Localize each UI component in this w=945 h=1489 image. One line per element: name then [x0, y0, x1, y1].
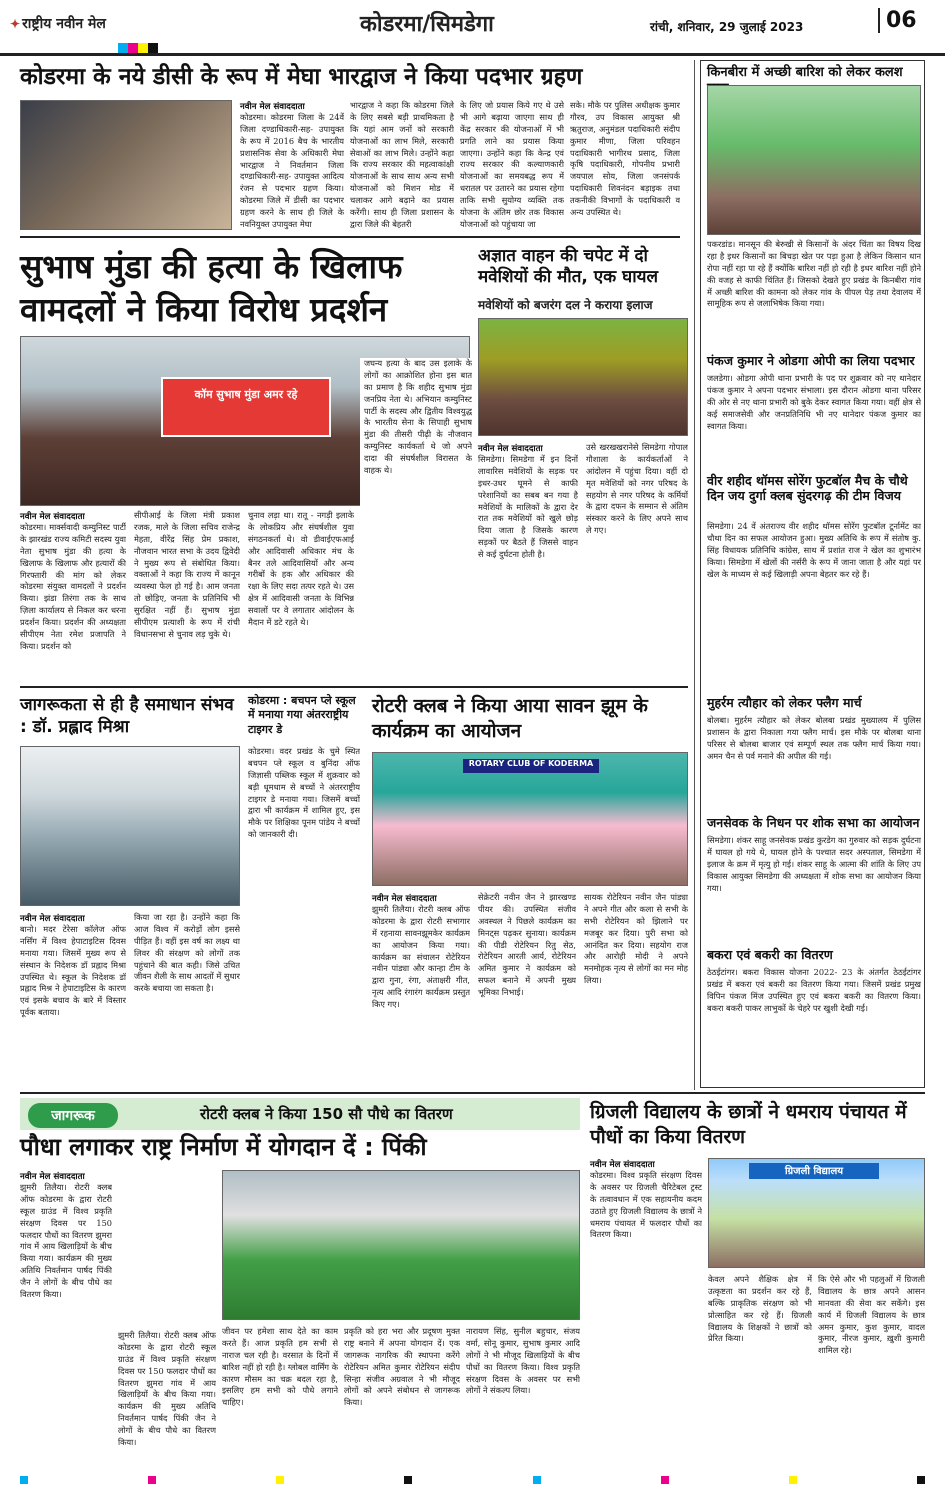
sidebar3-text: सिमडेगा। 24 वें अंतराज्य वीर शहीद थॉमस सोरेंग फुटबॉल टूर्नामेंट का चौथा दिन का सफल आयोजन हुआ। मुख्य अतिथि के रूप में संतोष कु. सिंह विधायक प्रतिनिधि कांग्रेस, साथ में प्रशांत राज ने खेल का शुभारंभ किया। सिमडेगा में खेलों की नर्सरी के रूप में जाना जाता है और यहां पर खेल के माध्यम से कई खिलाड़ी अपना बेहतर कर रहे हैं।	[707, 521, 921, 579]
yellow-mark	[789, 1476, 797, 1484]
story4-byline: नवीन मेल संवाददाता	[20, 914, 85, 924]
masthead	[0, 0, 945, 56]
cmyk-marks	[118, 38, 158, 57]
story2-col1: कोडरमा। मार्क्सवादी कम्युनिस्ट पार्टी के झारखंड राज्य कमिटी सदस्य युवा नेता सुभाष मुंडा की हत्या के खिलाफ के खिलाफ और हत्यारों की गिरफ्तारी की मांग को लेकर कोडरमा संयुक्त वामदलों ने प्रदर्शन किया। झंडा तिरंगा तक के साथ ज़िला कार्यालय से निकल कर धरना प्रदर्शन किया। प्रदर्शन की अध्यक्षता सीपीएम नेता रमेश प्रजापति ने किया। प्रदर्शन को	[20, 522, 126, 651]
sidebar4-title: मुहर्रम त्यौहार को लेकर फ्लैग मार्च	[707, 695, 862, 710]
divider	[20, 236, 680, 238]
story2-headline: सुभाष मुंडा की हत्या के खिलाफ वामदलों ने किया विरोध प्रदर्शन	[20, 247, 403, 329]
story6-col3: सायक रोटेरियन नवीन जैन पांड्या ने अपने गीत और कला से सभी के सभी रोटेरियन को झिलाने पर मजबूर कर दिया। पुरी सभा को आनंदित कर दिया। सहयोग राज और आरोही मोदी ने अपने मनमोहक नृत्य से लोगों का मन मोह लिया।	[584, 892, 688, 986]
story2-col3: चुनाव लड़ा था। रातू - नगड़ी इलाके के लोकप्रिय और संघर्षशील युवा संगठनकर्ता थे। वो डीवाईएफआई और आदिवासी अधिकार मंच के बैनर तले आदिवासियों और अन्य गरीबों के हक और अधिकार की रक्षा के लिए सदा तत्पर रहते थे। उस क्षेत्र में आदिवासी जनता के विभिन्न सवालों पर वे लगातार आंदोलन के मैदान में डटे रहते थे।	[248, 510, 354, 628]
black-mark	[404, 1476, 412, 1484]
story8-col1: कोडरमा। विश्व प्रकृति संरक्षण दिवस के अवसर पर ग्रिजली चैरिटेबल ट्रस्ट के तत्वावधान में एक सहायनीय कदम उठाते हुए ग्रिजली विद्यालय के छात्रों ने धमराय पंचायत में फलदार पौधों का वितरण किया।	[590, 1170, 702, 1240]
story1-photo	[20, 100, 232, 230]
school-banner	[749, 1163, 879, 1179]
sidebar6-title: बकरा एवं बकरी का वितरण	[707, 947, 833, 962]
story1-col4: सके। मौके पर पुलिस अधीक्षक कुमार गौरव, उप विकास आयुक्त श्री ऋतुराज, अनुमंडल पदाधिकारी संदीप कुमार मीणा, जिला परिवहन पदाधिकारी भागीरथ प्रसाद, जिला कृषि पदाधिकारी, गोपनीय प्रभारी जयपाल सोय, जिला जनसंपर्क पदाधिकारी शिवनंदन बड़ाइक तथा तकनीकी विभागों के पदाधिकारी व अन्य उपस्थित थे।	[570, 100, 680, 218]
story2-byline: नवीन मेल संवाददाता	[20, 512, 85, 522]
story1-body	[240, 100, 680, 230]
magenta-mark	[128, 43, 138, 53]
story3-col1: सिमडेगा। सिमडेगा में इन दिनों लावारिस मवेशियों के सड़क पर इधर-उधर घूमने से काफी परेशानियों का सबब बन गया है मवेशियों के मालिकों के द्वारा देर रात तक मवेशियों को खुले छोड़ दिया जाता है जिसके कारण सड़कों पर बैठते हैं जिससे वाहन से कई दुर्घटना होती है।	[478, 454, 578, 560]
story8-col2: केवल अपने शैक्षिक क्षेत्र में उत्कृष्टता का प्रदर्शन कर रहे हैं, बल्कि प्राकृतिक संरक्षण को भी प्रोत्साहित कर रहे हैं। ग्रिजली विद्यालय के शिक्षकों ने छात्रों को प्रेरित किया।	[708, 1274, 812, 1344]
story6-byline: नवीन मेल संवाददाता	[372, 894, 437, 904]
sidebar2-title: पंकज कुमार ने ओडगा ओपी का लिया पदभार	[707, 353, 915, 368]
bird-icon: ✦	[10, 17, 21, 31]
rotary-banner	[463, 759, 599, 773]
story1-col2: भारद्वाज ने कहा कि कोडरमा जिले के लिए सबसे बड़ी प्राथमिकता है कि यहां आम जनों को सरकारी योजनाओं का लाभ मिले, सरकारी सेवाओं का लाभ मिले। उन्होंने कहा कि राज्य सरकार की महत्वाकांक्षी योजनाओं के साथ साथ अन्य सभी योजनाओं को मिशन मोड में चलाकर आगे बढ़ाने का प्रयास करेंगी। साथ ही जिला प्रशासन के द्वारा जिले की बेहतरी	[350, 100, 454, 229]
story1-col1: कोडरमा। कोडरमा जिला के 24वें जिला दण्डाधिकारी-सह- उपायुक्त के रूप में 2016 बैच के भारतीय प्रशासनिक सेवा के अधिकारी मेघा भारद्वाज ने निवर्तमान जिला दण्डाधिकारी-सह- उपायुक्त आदित्य रंजन से पदभार ग्रहण किया। कोडरमा जिले में डीसी का पदभार ग्रहण करने के साथ ही जिले के नवनियुक्त उपायुक्त मेघा	[240, 112, 344, 230]
cyan-mark	[20, 1476, 28, 1484]
magenta-mark	[661, 1476, 669, 1484]
story1-byline: नवीन मेल संवाददाता	[240, 102, 305, 112]
right-sidebar	[700, 60, 925, 1088]
story6-body	[372, 892, 688, 1084]
logo-text: राष्ट्रीय नवीन मेल	[22, 16, 106, 32]
story4-col2: किया जा रहा है। उन्होंने कहा कि आज विश्व में करोड़ों लोग इससे पीड़ित हैं। वहीं इस वर्ष का लक्ष्य था लिवर की संरक्षण को लोगों तक पहुंचाने की बात कही। जिसे उचित जीवन शैली के साथ आदतों में सुधार करके बचाया जा सकता है।	[134, 912, 240, 994]
story3-photo	[478, 318, 688, 436]
story7-byline: नवीन मेल संवाददाता	[20, 1172, 85, 1182]
sidebar1-title: किनबीरा में अच्छी बारिश को लेकर कलश	[707, 65, 903, 80]
story8-body	[590, 1158, 702, 1470]
black-mark	[917, 1476, 925, 1484]
story7-photo	[222, 1170, 580, 1320]
story2-col4: जघन्य हत्या के बाद उस इलाके के लोगों का आक्रोशित होना इस बात का प्रमाण है कि शहीद सुभाष मुंडा जनप्रिय नेता थे। अभियान कम्युनिस्ट पार्टी के सदस्य और द्वितीय विश्वयुद्ध के भारतीय सेना के सिपाही सुभाष मुंडा की तीसरी पीढ़ी के नौजवान कम्युनिस्ट कार्यकर्ता थे जो अपने दादा की संघर्षशील विरासत के वाहक थे।	[360, 358, 472, 680]
story3-byline: नवीन मेल संवाददाता	[478, 444, 543, 454]
story6-col1: झुमरी तिलैया। रोटरी क्लब ऑफ कोडरमा के द्वारा रोटरी सभागार में रहनाया सावनझूमकेर कार्यक्रम का आयोजन किया गया। कार्यक्रम का संचालन रोटेरियन नवीन पांड्या और कान्हा टीम के द्वारा गुना, रंगा, अंताक्षरी गीत, नृत्य आदि रंगारंग कार्यक्रम प्रस्तुत किए गए।	[372, 904, 470, 1010]
story3-headline: अज्ञात वाहन की चपेट में दो मवेशियों की मौत, एक घायल	[478, 246, 658, 288]
column-divider	[694, 60, 695, 1090]
sidebar4-text: बोलबा। मुहर्रम त्यौहार को लेकर बोलबा प्रखंड मुख्यालय में पुलिस प्रशासन के द्वारा निकाला गया फ्लैग मार्च। इस मौके पर बोलबा थाना परिसर से बोलबा बाजार एवं सम्पूर्ण स्थल तक फ्लैग मार्च किया गया। अमन चैन से पर्व मनाने की अपील की गई।	[707, 715, 921, 761]
story7-kicker-bar	[20, 1098, 580, 1130]
school-banner-text: ग्रिजली विद्यालय	[784, 1166, 844, 1177]
sidebar1-text: पकरडांड। मानसून की बेरुखी से किसानों के अंदर चिंता का विषय दिख रहा है इधर किसानों का बिचड़ा खेत पर पड़ा हुआ है लेकिन किसान धान रोपा नहीं रहा पा रहे हैं क्योंकि बारिश नहीं हो रही है इधर बारिश नहीं होने की वजह से काफी चिंतित हैं। जिसको देखते हुए प्रखंड के किनबीरा गांव में अच्छी बारिश की कामना को लेकर गांव के पीपल पेड़ तथा देवालय में सामूहिक रूप से जलाभिषेक किया गया।	[707, 239, 921, 309]
sidebar6-text: ठेठईटांगर। बकरा विकास योजना 2022- 23 के अंतर्गत ठेठईटांगर प्रखंड में बकरा एवं बकरी का वितरण किया गया। जिसमें प्रखंड प्रमुख विपिन पंकज मिंज उपस्थित हुए एवं बकरा बकरी का वितरण किया। बकरा बकरी पाकर लाभुकों के चेहरे पर खुशी देखी गई।	[707, 967, 921, 1013]
section-title: कोडरमा/सिमडेगा	[360, 12, 494, 37]
story3-col2: उसे खरखखरानेसे सिमडेगा गोपाल गौशाला के कार्यकर्ताओं ने आंदोलन में पहुंचा दिया। वहीं दो मृत मवेशियों को नगर परिषद के सहयोग से नगर परिषद के कर्मियों के द्वारा दफन के सम्मान से अंतिम संस्कार करने के लिए अपने साथ ले गए।	[586, 442, 688, 536]
black-mark	[148, 43, 158, 53]
story4-col1: बानो। मदर टेरेसा कॉलेज ऑफ नर्सिंग में विश्व हेपाटाइटिस दिवस मनाया गया। जिसमें मुख्य रूप से संस्थान के निदेशक डॉ प्रह्लाद मिश्रा उपस्थित थे। स्कूल के निदेशक डॉ प्रह्लाद मिश्र ने हेपाटाइटिस के कारण एवं इसके बचाव के बारे में विस्तार पूर्वक बताया।	[20, 924, 126, 1018]
story7-col1b: झुमरी तिलैया। रोटरी क्लब ऑफ कोडरमा के द्वारा रोटरी स्कूल ग्राउंड में विश्व प्रकृति संरक्षण दिवस पर 150 फलदार पौधों का वितरण झुमरा गांव में आय खिलाड़ियों के बीच किया गया। कार्यक्रम की मुख्य अतिथि निवर्तमान पार्षद पिंकी जैन ने लोगों के बीच पौधे का वितरण किया।	[118, 1330, 216, 1448]
divider	[20, 1092, 925, 1094]
story1-col3: के लिए जो प्रयास किये गए थे उसे भी आगे बढ़ाया जाएगा साथ ही केंद्र सरकार की योजनाओं में भी प्रगति लाने का प्रयास किया जाएगा। उन्होंने कहा कि केन्द्र एवं राज्य सरकार की कल्याणकारी योजनाओं का समयबद्ध रूप में धरातल पर उतारने का प्रयास रहेगा ताकि सभी सुयोग्य व्यक्ति तक योजना के अंतिम छोर तक विकास योजनाओं को पहुंचाया जा	[460, 100, 564, 229]
story8-headline: ग्रिजली विद्यालय के छात्रों ने धमराय पंचायत में पौधों का किया वितरण	[590, 1101, 907, 1148]
registration-marks	[20, 1476, 925, 1484]
story6-headline: रोटरी क्लब ने किया आया सावन झूम के कार्यक्रम का आयोजन	[372, 695, 648, 742]
edition-date: रांची, शनिवार, 29 जुलाई 2023	[650, 20, 804, 34]
protest-banner-text: कॉम सुभाष मुंडा अमर रहे	[194, 388, 298, 401]
story8-col3: कि ऐसे और भी पहलुओं में ग्रिजली विद्यालय के छात्र अपने आसन मानवता की सेवा कर सकेंगे। इस कार्य में ग्रिजली विद्यालय के छात्र अमन कुमार, कुश कुमार, वादल कुमार, नीरज कुमार, ख़ुशी कुमारी शामिल रहे।	[818, 1274, 925, 1356]
story8-photo	[708, 1158, 925, 1268]
story7-col3: प्रकृति को हरा भरा और प्रदूषण मुक्त राष्ट्र बनाने में अपना योगदान दें। एक जागरूक नागरिक की स्थापना करेंगे रोटेरियन अमित कुमार रोटेरियन संदीप सिन्हा संजीव अग्रवाल ने भी मौजूद लोगों को अपने संबोधन से जागरूक किया।	[344, 1326, 460, 1408]
yellow-mark	[276, 1476, 284, 1484]
story4-photo	[20, 746, 240, 906]
magenta-mark	[148, 1476, 156, 1484]
story4-headline: जागरूकता से ही है समाधान संभव : डॉ. प्रह्लाद मिश्रा	[20, 695, 234, 738]
story7-headline: पौधा लगाकर राष्ट्र निर्माण में योगदान दें : पिंकी	[20, 1133, 427, 1161]
story4-body	[20, 912, 240, 1084]
cyan-mark	[533, 1476, 541, 1484]
story2-col2: सीपीआई के जिला मंत्री प्रकाश रजक, माले के जिला सचिव राजेन्द्र मेहता, वीरेंद्र सिंह प्रेम प्रकाश, नौजवान भारत सभा के उदय द्विवेदी ने मुख्य रूप से संबोधित किया। वक्ताओं ने कहा कि राज्य में कानून व्यवस्था फेल हो गई है। आम जनता तो छोड़िए, जनता के प्रतिनिधि भी सुरक्षित नहीं हैं। सुभाष मुंडा सीपीएम प्रत्याशी के रूप में रांची विधानसभा से चुनाव लड़ चुके थे।	[134, 510, 240, 639]
story3-body	[478, 442, 688, 680]
sidebar5-text: सिमडेगा। शंकर साहू जनसेवक प्रखंड कुरडेग का गुरुवार को सड़क दुर्घटना में घायल हो गये थे, घायल होने के पश्चात सदर अस्पताल, सिमडेगा में इलाज के क्रम में मृत्यु हो गई। शंकर साहू के आत्मा की शांति के लिए उप विकास आयुक्त सिमडेगा की अध्यक्षता में शोक सभा का आयोजन किया गया।	[707, 835, 921, 893]
story6-photo	[372, 752, 688, 886]
story7-col2: जीवन पर हमेशा साथ देते का काम करते हैं। आज प्रकृति हम सभी से नाराज चल रही है। वरसात के दिनों में बारिश नहीं हो रही है। ग्लोबल वार्मिंग के कारण मौसम का चक्र बदल रहा है, इसलिए हम सभी को पौधे लगाने चाहिए।	[222, 1326, 338, 1408]
newspaper-logo	[10, 14, 106, 33]
page-number: 06	[878, 8, 917, 33]
story8-byline: नवीन मेल संवाददाता	[590, 1160, 655, 1170]
protest-banner	[161, 377, 331, 437]
story1-headline: कोडरमा के नये डीसी के रूप में मेघा भारद्वाज ने किया पदभार ग्रहण	[20, 64, 583, 90]
story3-subhead: मवेशियों को बजरंग दल ने कराया इलाज	[478, 298, 653, 312]
sidebar3-title: वीर शहीद थॉमस सोरेंग फुटबॉल मैच के चौथे दिन जय दुर्गा क्लब सुंदरगढ़ की टीम विजय	[707, 473, 908, 503]
rotary-banner-text: ROTARY CLUB OF KODERMA	[468, 759, 594, 768]
sidebar5-title: जनसेवक के निधन पर शोक सभा का आयोजन	[707, 815, 920, 830]
story7-kicker: रोटरी क्लब ने किया 150 सौ पौधे का वितरण	[200, 1105, 453, 1123]
story7-col4: नारायण सिंह, सुनील बहुचार, संजय वर्मा, सोनू कुमार, सुभाष कुमार आदि लोगों ने भी मौजूद खिलाड़ियों के बीच पौधों का वितरण किया। विश्व प्रकृति संरक्षण दिवस के अवसर पर सभी लोगों ने संकल्प लिया।	[466, 1326, 580, 1396]
cyan-mark	[118, 43, 128, 53]
sidebar1-photo	[707, 85, 921, 235]
story7-tag: जागरूक	[28, 1103, 118, 1128]
divider	[20, 686, 688, 688]
story7-col1: झुमरी तिलैया। रोटरी क्लब ऑफ कोडरमा के द्वारा रोटरी स्कूल ग्राउंड में विश्व प्रकृति संरक्षण दिवस पर 150 फलदार पौधों का वितरण झुमरा गांव में आय खिलाड़ियों के बीच किया गया। कार्यक्रम की मुख्य अतिथि निवर्तमान पार्षद पिंकी जैन ने लोगों के बीच पौधे का वितरण किया।	[20, 1182, 112, 1300]
sidebar2-text: जलडेगा। ओडगा ओपी थाना प्रभारी के पद पर शुक्रवार को नए थानेदार पंकज कुमार ने अपना पदभार संभाला। इस दौरान ओडगा थाना परिसर की ओर से नए थाना प्रभारी को बुके देकर स्वागत किया गया। वहीं क्षेत्र से कई समाजसेवी और जनप्रतिनिधि भी नए थानेदार पंकज कुमार का स्वागत किया।	[707, 373, 921, 431]
story5-headline: कोडरमा : बचपन प्ले स्कूल में मनाया गया अंतरराष्ट्रीय टाइगर डे	[248, 694, 356, 736]
story6-col2: सेक्रेटरी नवीन जैन ने झारखण्ड पीयर की। उपस्थित संजीव अवस्थल ने पिछले कार्यक्रम का मिनट्स पढ़कर सुनाया। कार्यक्रम की पीडी रोटेरियन रितु सेठ, रोटेरियन आरती आर्य, रोटेरियन अमित कुमार ने कार्यक्रम को सफल बनाने में अपनी मुख्य भूमिका निभाई।	[478, 892, 576, 998]
story5-text: कोडरमा। वदर प्रखंड के चुमे स्थित बचपन प्ले स्कूल व बुनिंदा ऑफ जिज्ञासी पब्लिक स्कूल में शुक्रवार को बड़ी धूमधाम से बच्चों ने अंतरराष्ट्रीय टाइगर डे मनाया गया। जिसमें बच्चों द्वारा भी कार्यक्रम में शामिल हुए, इस मौके पर शिक्षिका पूनम पांडेय ने बच्चों को जानकारी दी।	[248, 746, 360, 840]
yellow-mark	[138, 43, 148, 53]
